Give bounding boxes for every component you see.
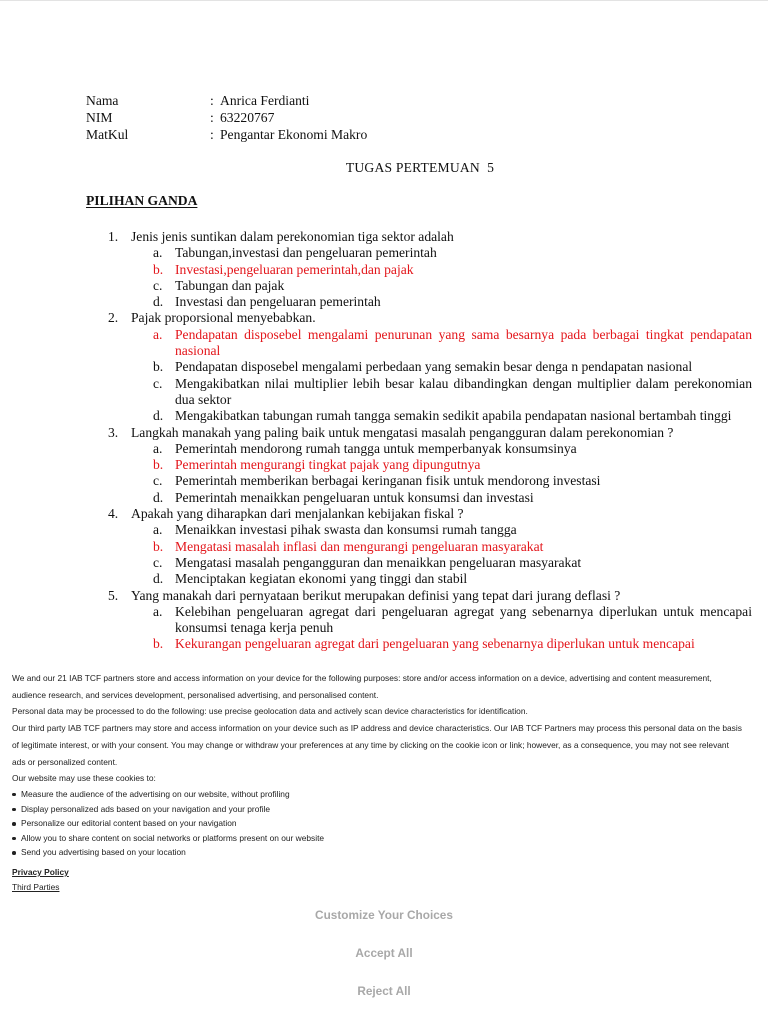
question-item xyxy=(108,229,752,310)
identity-colon: : xyxy=(210,93,214,108)
option-item xyxy=(153,555,752,571)
option-letter: a. xyxy=(153,440,163,456)
question-item xyxy=(108,506,752,587)
option-list xyxy=(153,441,752,506)
student-identity xyxy=(86,93,367,144)
option-letter: a. xyxy=(153,603,163,619)
list-item: Display personalized ads based on your navigation and your profile xyxy=(12,802,742,817)
option-letter: b. xyxy=(153,636,164,652)
option-item xyxy=(153,441,752,457)
page-top-border xyxy=(0,0,768,1)
question-number: 5. xyxy=(108,587,119,603)
question-body xyxy=(131,229,752,310)
option-letter: b. xyxy=(153,457,164,473)
option-text: Pemerintah memberikan berbagai keringanan fisik untuk mendorong investasi xyxy=(175,473,601,489)
customize-choices-button[interactable]: Customize Your Choices xyxy=(234,902,534,928)
question-body xyxy=(131,506,752,587)
identity-label: Nama xyxy=(86,93,119,108)
option-text: Pendapatan disposebel mengalami perbedaan yang semakin besar denga n pendapatan nasional xyxy=(175,359,693,375)
option-text: Mengakibatkan tabungan rumah tangga semakin sedikit apabila pendapatan nasional bertambah tinggi xyxy=(175,408,732,424)
option-item xyxy=(153,522,752,538)
question-body xyxy=(131,310,752,424)
option-letter: a. xyxy=(153,245,163,261)
question-text: Langkah manakah yang paling baik untuk mengatasi masalah pengangguran dalam perekonomian ? xyxy=(131,424,674,440)
question-number: 2. xyxy=(108,310,119,326)
option-list xyxy=(153,245,752,310)
option-item xyxy=(153,294,752,310)
identity-colon: : xyxy=(210,127,214,142)
question-item xyxy=(108,310,752,424)
identity-value: Pengantar Ekonomi Makro xyxy=(220,127,368,142)
option-item xyxy=(153,278,752,294)
question-number: 4. xyxy=(108,506,119,522)
identity-row-name xyxy=(86,93,367,110)
identity-colon: : xyxy=(210,110,214,125)
option-letter: d. xyxy=(153,408,164,424)
consent-text xyxy=(12,670,742,860)
answer-option xyxy=(153,327,752,360)
option-text: Pemerintah menaikkan pengeluaran untuk konsumsi dan investasi xyxy=(175,489,534,505)
question-number: 1. xyxy=(108,229,119,244)
question-list xyxy=(108,229,752,653)
question-item xyxy=(108,425,752,506)
list-item: Allow you to share content on social networks or platforms present on our website xyxy=(12,831,742,846)
option-letter: b. xyxy=(153,359,164,375)
option-text: Pendapatan disposebel mengalami penurunan yang sama besarnya pada berbagai tingkat pendapatan nasional xyxy=(175,326,752,359)
question-body xyxy=(131,425,752,506)
option-item xyxy=(153,359,752,375)
question-item xyxy=(108,588,752,653)
option-item xyxy=(153,245,752,261)
option-text: Kelebihan pengeluaran agregat dari pengeluaran agregat yang sebenarnya diperlukan untuk mencapai konsumsi tenaga kerja penuh xyxy=(175,603,752,636)
identity-row-nim xyxy=(86,110,367,127)
option-text: Kekurangan pengeluaran agregat dari pengeluaran yang sebenarnya diperlukan untuk mencapai xyxy=(175,636,695,652)
privacy-policy-link[interactable]: Privacy Policy xyxy=(12,867,69,877)
option-letter: c. xyxy=(153,473,163,489)
assignment-title: TUGAS PERTEMUAN 5 xyxy=(345,160,495,175)
reject-all-button[interactable]: Reject All xyxy=(234,978,534,1004)
option-text: Pemerintah mengurangi tingkat pajak yang dipungutnya xyxy=(175,457,481,473)
accept-all-button[interactable]: Accept All xyxy=(234,940,534,966)
identity-row-course xyxy=(86,127,367,144)
question-text: Apakah yang diharapkan dari menjalankan kebijakan fiskal ? xyxy=(131,506,464,522)
question-text: Pajak proporsional menyebabkan. xyxy=(131,310,316,326)
consent-paragraph: We and our 21 IAB TCF partners store and access information on your device for the following purposes: store and/or access information on a device, advertising and content measurement, audience research, and services development, personalised advertising, and personalised content. xyxy=(12,673,712,700)
answer-option xyxy=(153,457,752,473)
option-letter: c. xyxy=(153,277,163,293)
third-parties-link[interactable]: Third Parties xyxy=(12,881,60,892)
option-item xyxy=(153,376,752,409)
list-item: Send you advertising based on your location xyxy=(12,845,742,860)
option-text: Mengatasi masalah pengangguran dan menaikkan pengeluaran masyarakat xyxy=(175,554,582,570)
option-letter: b. xyxy=(153,538,164,554)
option-text: Menciptakan kegiatan ekonomi yang tinggi dan stabil xyxy=(175,571,468,587)
option-letter: a. xyxy=(153,326,163,342)
question-text: Jenis jenis suntikan dalam perekonomian tiga sektor adalah xyxy=(131,229,454,244)
cookie-purpose-list xyxy=(12,787,742,860)
consent-links xyxy=(12,865,69,894)
option-list xyxy=(153,604,752,653)
option-letter: b. xyxy=(153,261,164,277)
option-text: Investasi,pengeluaran pemerintah,dan pajak xyxy=(175,261,414,277)
consent-paragraph: Our third party IAB TCF partners may store and access information on your device such as IP address and device characteristics. Our IAB TCF Partners may process this personal data on the basis of legitimate interest, or with your consent. You may change or withdraw your preferences at any time by clicking on the cookie icon or link; however, as a consequence, you may not see relevant ads or personalized content. xyxy=(12,723,742,767)
option-text: Tabungan dan pajak xyxy=(175,277,285,293)
option-letter: a. xyxy=(153,522,163,538)
consent-paragraph: Our website may use these cookies to: xyxy=(12,773,156,784)
question-text: Yang manakah dari pernyataan berikut merupakan definisi yang tepat dari jurang deflasi ? xyxy=(131,587,621,603)
identity-label: NIM xyxy=(86,110,113,125)
option-letter: c. xyxy=(153,554,163,570)
list-item: Personalize our editorial content based on your navigation xyxy=(12,816,742,831)
consent-paragraph: Personal data may be processed to do the following: use precise geolocation data and actively scan device characteristics for identification. xyxy=(12,706,528,717)
answer-option xyxy=(153,636,752,652)
option-item xyxy=(153,604,752,637)
option-text: Investasi dan pengeluaran pemerintah xyxy=(175,294,381,310)
option-letter: d. xyxy=(153,294,164,310)
question-body xyxy=(131,588,752,653)
section-heading: PILIHAN GANDA xyxy=(86,193,198,208)
cookie-consent-banner xyxy=(0,662,768,1024)
option-text: Mengakibatkan nilai multiplier lebih besar kalau dibandingkan dengan multiplier dalam perekonomian dua sektor xyxy=(175,375,752,407)
option-letter: d. xyxy=(153,571,164,587)
option-item xyxy=(153,490,752,506)
option-text: Mengatasi masalah inflasi dan mengurangi pengeluaran masyarakat xyxy=(175,538,544,554)
option-list xyxy=(153,522,752,587)
identity-label: MatKul xyxy=(86,127,129,142)
option-text: Menaikkan investasi pihak swasta dan konsumsi rumah tangga xyxy=(175,522,517,538)
option-letter: c. xyxy=(153,375,163,391)
identity-value: Anrica Ferdianti xyxy=(220,93,310,108)
option-item xyxy=(153,473,752,489)
question-number: 3. xyxy=(108,424,119,440)
answer-option xyxy=(153,539,752,555)
identity-value: 63220767 xyxy=(220,110,275,125)
option-text: Tabungan,investasi dan pengeluaran pemerintah xyxy=(175,245,437,261)
option-list xyxy=(153,327,752,425)
option-item xyxy=(153,571,752,587)
answer-option xyxy=(153,262,752,278)
option-letter: d. xyxy=(153,489,164,505)
option-text: Pemerintah mendorong rumah tangga untuk memperbanyak konsumsinya xyxy=(175,440,577,456)
option-item xyxy=(153,408,752,424)
list-item: Measure the audience of the advertising on our website, without profiling xyxy=(12,787,742,802)
